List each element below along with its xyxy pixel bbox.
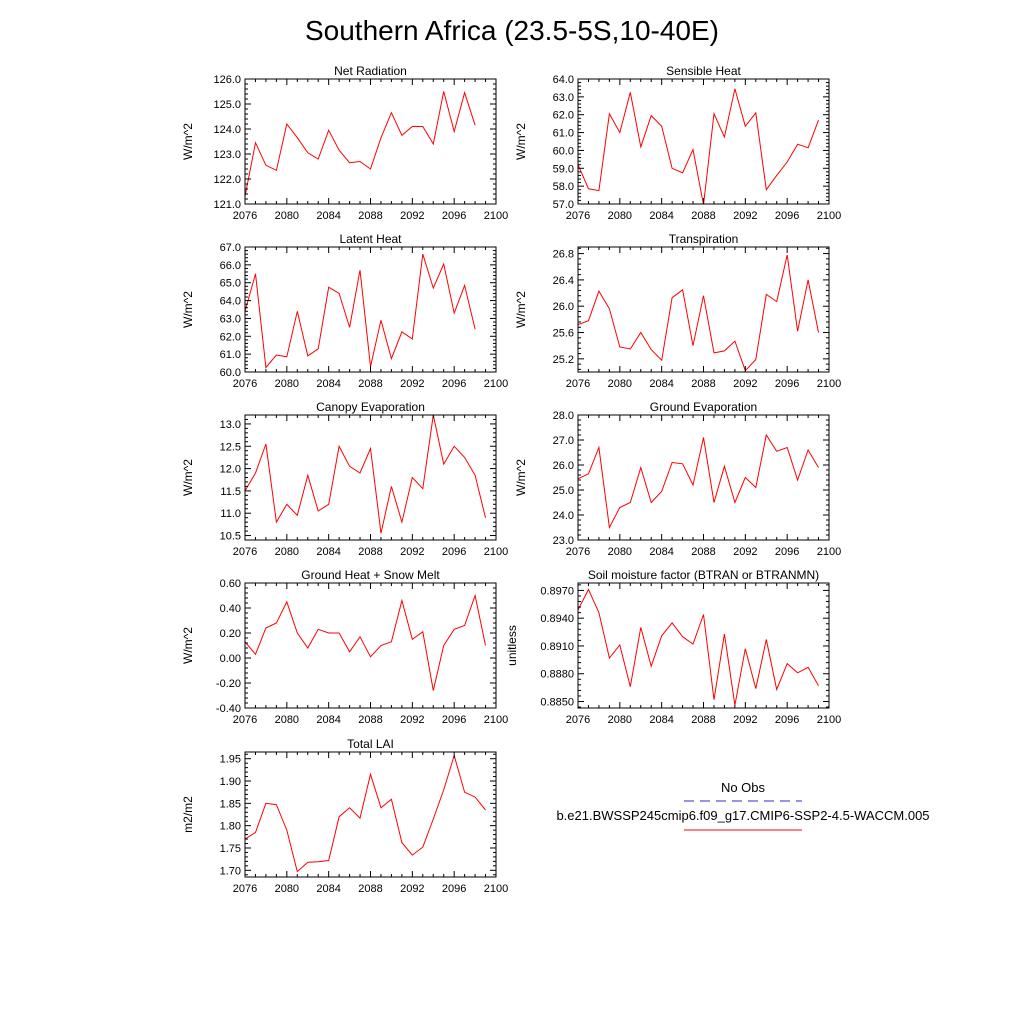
y-tick-label: 58.0: [552, 181, 574, 194]
y-tick-label: 1.85: [219, 798, 241, 811]
y-tick-label: 1.95: [219, 753, 241, 766]
plot-frame: [245, 583, 496, 708]
x-tick-label: 2076: [232, 378, 258, 390]
y-tick-label: 0.8970: [540, 585, 574, 598]
y-tick-label: 25.6: [552, 327, 574, 340]
x-tick-label: 2084: [649, 378, 674, 390]
y-tick-label: 59.0: [552, 163, 574, 176]
y-tick-label: 0.60: [219, 578, 241, 590]
x-tick-label: 2088: [358, 378, 383, 390]
y-axis-label: W/m^2: [181, 123, 195, 160]
x-tick-label: 2092: [400, 546, 425, 558]
x-tick-label: 2080: [607, 546, 633, 558]
y-tick-label: 1.90: [219, 776, 241, 789]
y-tick-label: 67.0: [219, 242, 241, 254]
y-tick-label: 1.70: [219, 865, 241, 878]
y-tick-label: 11.5: [220, 485, 241, 498]
panel-title: Sensible Heat: [666, 64, 741, 78]
plot-frame: [245, 415, 496, 540]
x-tick-label: 2100: [483, 714, 509, 726]
x-tick-label: 2084: [649, 210, 674, 222]
panel-title: Soil moisture factor (BTRAN or BTRANMN): [587, 568, 820, 582]
x-tick-label: 2088: [358, 210, 383, 222]
y-tick-label: 0.20: [219, 628, 241, 640]
y-tick-label: 126.0: [213, 74, 241, 86]
x-tick-label: 2096: [441, 883, 467, 895]
y-tick-label: 0.8850: [540, 696, 574, 709]
panel-title: Latent Heat: [339, 232, 402, 246]
x-tick-label: 2096: [441, 546, 467, 558]
y-tick-label: 0.8880: [540, 668, 574, 681]
x-tick-label: 2084: [649, 546, 674, 558]
x-tick-label: 2080: [607, 210, 633, 222]
y-tick-label: 62.0: [219, 331, 241, 344]
x-tick-label: 2100: [816, 714, 842, 726]
y-tick-label: 62.0: [552, 109, 574, 122]
series-line-sensible-heat: [578, 89, 819, 205]
panel-canopy-evaporation: [181, 400, 508, 558]
y-tick-label: 1.75: [219, 842, 241, 855]
y-tick-label: 57.0: [552, 199, 574, 211]
x-tick-label: 2076: [565, 714, 591, 726]
series-line-canopy-evaporation: [245, 415, 486, 533]
y-axis-label: W/m^2: [514, 459, 528, 496]
y-axis-label: W/m^2: [181, 627, 195, 664]
panel-ground-evaporation: [514, 400, 841, 558]
x-tick-label: 2088: [691, 378, 716, 390]
y-tick-label: -0.40: [215, 703, 241, 715]
x-tick-label: 2080: [274, 714, 300, 726]
plot-frame: [578, 247, 829, 372]
x-tick-label: 2084: [316, 210, 341, 222]
y-tick-label: 12.5: [219, 441, 241, 454]
x-tick-label: 2076: [565, 546, 591, 558]
panel-title: Canopy Evaporation: [316, 400, 425, 414]
y-tick-label: 64.0: [552, 74, 574, 86]
y-tick-label: -0.20: [215, 678, 241, 690]
x-tick-label: 2080: [274, 210, 300, 222]
y-tick-label: 26.0: [552, 301, 574, 314]
y-tick-label: 27.0: [552, 435, 574, 447]
x-tick-label: 2076: [232, 714, 258, 726]
x-tick-label: 2100: [816, 546, 842, 558]
panel-transpiration: [514, 232, 841, 390]
panel-title: Ground Evaporation: [649, 400, 758, 414]
legend-case-label: b.e21.BWSSP245cmip6.f09_g17.CMIP6-SSP2-4.5-WACCM.005: [556, 808, 930, 823]
y-tick-label: 124.0: [213, 124, 241, 136]
x-tick-label: 2092: [400, 883, 425, 895]
y-tick-label: 26.8: [552, 248, 574, 261]
x-tick-label: 2088: [358, 714, 383, 726]
x-tick-label: 2080: [607, 714, 633, 726]
series-line-transpiration: [578, 255, 819, 371]
x-tick-label: 2096: [774, 714, 800, 726]
y-tick-label: 121.0: [213, 199, 241, 211]
x-tick-label: 2080: [274, 378, 300, 390]
series-line-soil-moisture-factor-btran-or-btranmn: [578, 590, 819, 706]
y-axis-label: W/m^2: [514, 291, 528, 328]
x-tick-label: 2100: [816, 378, 842, 390]
y-tick-label: 122.0: [213, 174, 241, 186]
y-tick-label: 125.0: [213, 99, 241, 111]
series-line-net-radiation: [235, 92, 476, 197]
x-tick-label: 2092: [733, 378, 758, 390]
x-tick-label: 2096: [774, 378, 800, 390]
legend-obs-label: No Obs: [720, 780, 766, 795]
panel-latent-heat: [181, 232, 508, 390]
y-tick-label: 0.40: [219, 603, 241, 615]
x-tick-label: 2080: [274, 546, 300, 558]
panel-soil-moisture-factor-btran-or-btranmn: [505, 568, 841, 726]
plot-frame: [578, 583, 829, 708]
y-tick-label: 63.0: [219, 313, 241, 326]
x-tick-label: 2084: [316, 714, 341, 726]
y-axis-label: W/m^2: [514, 123, 528, 160]
series-line-ground-evaporation: [578, 435, 819, 528]
x-tick-label: 2092: [733, 714, 758, 726]
y-tick-label: 25.2: [552, 353, 574, 366]
y-tick-label: 0.8910: [540, 640, 574, 653]
y-tick-label: 64.0: [219, 295, 241, 308]
x-tick-label: 2100: [483, 883, 509, 895]
panels-group: [181, 64, 841, 895]
x-tick-label: 2088: [691, 546, 716, 558]
x-tick-label: 2092: [733, 546, 758, 558]
y-tick-label: 60.0: [552, 145, 574, 158]
x-tick-label: 2088: [691, 714, 716, 726]
series-line-latent-heat: [235, 254, 476, 367]
x-tick-label: 2076: [232, 883, 258, 895]
x-tick-label: 2076: [232, 210, 258, 222]
y-tick-label: 123.0: [213, 149, 241, 161]
y-tick-label: 23.0: [552, 535, 574, 547]
y-tick-label: 26.4: [552, 274, 574, 287]
x-tick-label: 2088: [691, 210, 716, 222]
y-axis-label: m2/m2: [181, 796, 195, 833]
panel-ground-heat-snow-melt: [181, 568, 508, 726]
x-tick-label: 2084: [316, 883, 341, 895]
panel-title: Total LAI: [347, 737, 394, 751]
x-tick-label: 2088: [358, 546, 383, 558]
x-tick-label: 2076: [565, 210, 591, 222]
panel-title: Transpiration: [668, 232, 739, 246]
y-tick-label: 11.0: [220, 508, 241, 521]
panel-total-lai: [181, 737, 508, 895]
panel-title: Net Radiation: [334, 64, 407, 78]
x-tick-label: 2096: [774, 210, 800, 222]
x-tick-label: 2100: [483, 546, 509, 558]
y-tick-label: 65.0: [219, 277, 241, 290]
plot-frame: [245, 247, 496, 372]
y-tick-label: 26.0: [552, 460, 574, 472]
y-axis-label: W/m^2: [181, 459, 195, 496]
series-line-ground-heat-snow-melt: [245, 596, 486, 691]
y-axis-label: W/m^2: [181, 291, 195, 328]
plot-frame: [578, 79, 829, 204]
x-tick-label: 2080: [274, 883, 300, 895]
x-tick-label: 2100: [483, 210, 509, 222]
panel-title: Ground Heat + Snow Melt: [301, 568, 440, 582]
y-axis-label: unitless: [505, 625, 519, 666]
x-tick-label: 2100: [483, 378, 509, 390]
x-tick-label: 2076: [565, 378, 591, 390]
y-tick-label: 24.0: [552, 510, 574, 522]
panel-net-radiation: [181, 64, 508, 222]
series-line-total-lai: [245, 756, 486, 872]
y-tick-label: 61.0: [552, 127, 574, 140]
x-tick-label: 2096: [441, 714, 467, 726]
panel-sensible-heat: [514, 64, 841, 222]
x-tick-label: 2092: [400, 714, 425, 726]
x-tick-label: 2084: [649, 714, 674, 726]
x-tick-label: 2092: [733, 210, 758, 222]
x-tick-label: 2076: [232, 546, 258, 558]
plot-frame: [578, 415, 829, 540]
y-tick-label: 13.0: [219, 418, 241, 431]
x-tick-label: 2084: [316, 378, 341, 390]
x-tick-label: 2096: [774, 546, 800, 558]
figure-title: Southern Africa (23.5-5S,10-40E): [304, 15, 720, 46]
y-tick-label: 0.00: [219, 653, 241, 665]
x-tick-label: 2096: [441, 378, 467, 390]
y-tick-label: 60.0: [219, 367, 241, 379]
y-tick-label: 0.8940: [540, 613, 574, 626]
y-tick-label: 28.0: [552, 410, 574, 422]
x-tick-label: 2092: [400, 378, 425, 390]
y-tick-label: 10.5: [219, 530, 241, 543]
x-tick-label: 2080: [607, 378, 633, 390]
y-tick-label: 25.0: [552, 485, 574, 497]
x-tick-label: 2088: [358, 883, 383, 895]
y-tick-label: 63.0: [552, 91, 574, 104]
legend: [556, 780, 929, 830]
x-tick-label: 2092: [400, 210, 425, 222]
y-tick-label: 61.0: [219, 349, 241, 362]
x-tick-label: 2084: [316, 546, 341, 558]
y-tick-label: 1.80: [219, 820, 241, 833]
x-tick-label: 2100: [816, 210, 842, 222]
x-tick-label: 2096: [441, 210, 467, 222]
y-tick-label: 12.0: [219, 463, 241, 476]
y-tick-label: 66.0: [219, 259, 241, 272]
